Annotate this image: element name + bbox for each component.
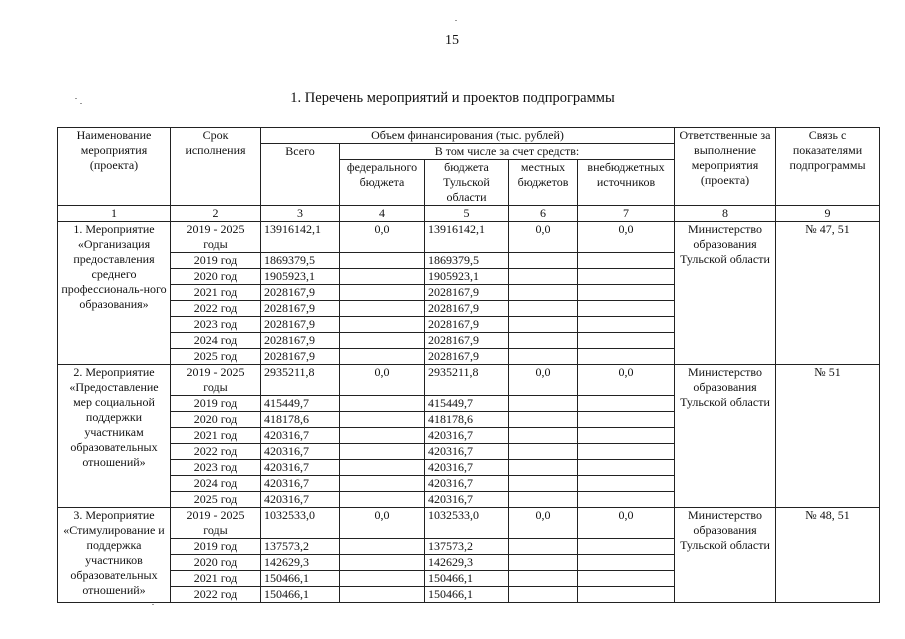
table-row xyxy=(58,508,880,539)
term-cell: 2019 год xyxy=(171,396,261,412)
local-cell xyxy=(509,444,578,460)
term-cell: 2021 год xyxy=(171,285,261,301)
activity-name: 2. Мероприятие «Предоставление мер социальной поддержки участникам образовательных отношений» xyxy=(58,365,171,508)
total-cell: 420316,7 xyxy=(261,460,340,476)
column-number: 5 xyxy=(425,206,509,222)
federal-cell xyxy=(340,317,425,333)
total-cell: 420316,7 xyxy=(261,428,340,444)
local-cell xyxy=(509,349,578,365)
federal-cell xyxy=(340,587,425,603)
extra-cell xyxy=(578,349,675,365)
total-cell: 137573,2 xyxy=(261,539,340,555)
extra-cell xyxy=(578,571,675,587)
regional-cell: 2028167,9 xyxy=(425,285,509,301)
term-cell: 2019 год xyxy=(171,539,261,555)
local-cell xyxy=(509,269,578,285)
extra-cell xyxy=(578,333,675,349)
regional-cell: 2028167,9 xyxy=(425,349,509,365)
federal-cell xyxy=(340,492,425,508)
local-cell xyxy=(509,253,578,269)
regional-cell: 150466,1 xyxy=(425,571,509,587)
local-cell xyxy=(509,460,578,476)
regional-cell: 1905923,1 xyxy=(425,269,509,285)
responsible-cell: Министерство образования Тульской области xyxy=(675,222,776,365)
local-cell: 0,0 xyxy=(509,365,578,396)
regional-cell: 420316,7 xyxy=(425,492,509,508)
local-cell xyxy=(509,317,578,333)
total-cell: 2028167,9 xyxy=(261,301,340,317)
federal-cell xyxy=(340,460,425,476)
federal-cell: 0,0 xyxy=(340,222,425,253)
federal-cell xyxy=(340,333,425,349)
regional-cell: 13916142,1 xyxy=(425,222,509,253)
extra-cell xyxy=(578,444,675,460)
header-responsible: Ответственные за выполнение мероприятия (проекта) xyxy=(675,128,776,206)
extra-cell xyxy=(578,492,675,508)
total-cell: 420316,7 xyxy=(261,476,340,492)
extra-cell xyxy=(578,539,675,555)
scan-speck xyxy=(152,604,154,605)
total-cell: 2028167,9 xyxy=(261,349,340,365)
header-row xyxy=(58,128,880,144)
federal-cell xyxy=(340,412,425,428)
term-cell: 2021 год xyxy=(171,571,261,587)
local-cell xyxy=(509,285,578,301)
local-cell xyxy=(509,301,578,317)
term-cell: 2025 год xyxy=(171,349,261,365)
total-cell: 150466,1 xyxy=(261,587,340,603)
federal-cell xyxy=(340,476,425,492)
header-financing: Объем финансирования (тыс. рублей) xyxy=(261,128,675,144)
local-cell xyxy=(509,428,578,444)
header-extra: внебюджетных источников xyxy=(578,160,675,206)
term-cell: 2019 - 2025 годы xyxy=(171,222,261,253)
header-local: местных бюджетов xyxy=(509,160,578,206)
total-cell: 415449,7 xyxy=(261,396,340,412)
term-cell: 2024 год xyxy=(171,333,261,349)
term-cell: 2021 год xyxy=(171,428,261,444)
scan-speck xyxy=(455,20,457,21)
regional-cell: 137573,2 xyxy=(425,539,509,555)
regional-cell: 420316,7 xyxy=(425,476,509,492)
total-cell: 2028167,9 xyxy=(261,285,340,301)
regional-cell: 142629,3 xyxy=(425,555,509,571)
indicator-link-cell: № 47, 51 xyxy=(776,222,880,365)
column-number: 1 xyxy=(58,206,171,222)
column-number: 3 xyxy=(261,206,340,222)
page-number: 15 xyxy=(445,33,459,48)
total-cell: 420316,7 xyxy=(261,492,340,508)
local-cell xyxy=(509,492,578,508)
term-cell: 2023 год xyxy=(171,460,261,476)
indicator-link-cell: № 48, 51 xyxy=(776,508,880,603)
table-row xyxy=(58,365,880,396)
local-cell xyxy=(509,555,578,571)
total-cell: 2028167,9 xyxy=(261,333,340,349)
extra-cell xyxy=(578,396,675,412)
term-cell: 2025 год xyxy=(171,492,261,508)
federal-cell xyxy=(340,428,425,444)
total-cell: 150466,1 xyxy=(261,571,340,587)
federal-cell xyxy=(340,571,425,587)
federal-cell: 0,0 xyxy=(340,365,425,396)
local-cell xyxy=(509,333,578,349)
regional-cell: 2028167,9 xyxy=(425,317,509,333)
extra-cell xyxy=(578,587,675,603)
federal-cell xyxy=(340,301,425,317)
regional-cell: 150466,1 xyxy=(425,587,509,603)
activities-table xyxy=(57,127,880,603)
federal-cell xyxy=(340,396,425,412)
total-cell: 2028167,9 xyxy=(261,317,340,333)
federal-cell: 0,0 xyxy=(340,508,425,539)
header-including: В том числе за счет средств: xyxy=(340,144,675,160)
scan-speck xyxy=(75,98,77,99)
total-cell: 13916142,1 xyxy=(261,222,340,253)
extra-cell xyxy=(578,412,675,428)
column-number-row xyxy=(58,206,880,222)
local-cell xyxy=(509,539,578,555)
extra-cell xyxy=(578,317,675,333)
term-cell: 2024 год xyxy=(171,476,261,492)
extra-cell: 0,0 xyxy=(578,222,675,253)
header-name: Наименование мероприятия (проекта) xyxy=(58,128,171,206)
extra-cell xyxy=(578,301,675,317)
total-cell: 142629,3 xyxy=(261,555,340,571)
page-title: 1. Перечень мероприятий и проектов подпрограммы xyxy=(290,90,615,106)
regional-cell: 2028167,9 xyxy=(425,301,509,317)
column-number: 4 xyxy=(340,206,425,222)
extra-cell xyxy=(578,460,675,476)
extra-cell xyxy=(578,285,675,301)
local-cell xyxy=(509,412,578,428)
header-term: Срок исполнения xyxy=(171,128,261,206)
extra-cell xyxy=(578,555,675,571)
column-number: 8 xyxy=(675,206,776,222)
term-cell: 2019 - 2025 годы xyxy=(171,365,261,396)
regional-cell: 2028167,9 xyxy=(425,333,509,349)
federal-cell xyxy=(340,444,425,460)
federal-cell xyxy=(340,555,425,571)
federal-cell xyxy=(340,285,425,301)
extra-cell xyxy=(578,269,675,285)
regional-cell: 2935211,8 xyxy=(425,365,509,396)
column-number: 6 xyxy=(509,206,578,222)
column-number: 9 xyxy=(776,206,880,222)
extra-cell: 0,0 xyxy=(578,508,675,539)
column-number: 2 xyxy=(171,206,261,222)
table-row xyxy=(58,222,880,253)
federal-cell xyxy=(340,349,425,365)
extra-cell xyxy=(578,253,675,269)
indicator-link-cell: № 51 xyxy=(776,365,880,508)
regional-cell: 1032533,0 xyxy=(425,508,509,539)
local-cell xyxy=(509,476,578,492)
term-cell: 2020 год xyxy=(171,555,261,571)
activity-name: 3. Мероприятие «Стимулирование и поддержка участников образовательных отношений» xyxy=(58,508,171,603)
regional-cell: 420316,7 xyxy=(425,428,509,444)
responsible-cell: Министерство образования Тульской области xyxy=(675,365,776,508)
extra-cell xyxy=(578,476,675,492)
federal-cell xyxy=(340,253,425,269)
federal-cell xyxy=(340,539,425,555)
total-cell: 2935211,8 xyxy=(261,365,340,396)
regional-cell: 420316,7 xyxy=(425,444,509,460)
extra-cell xyxy=(578,428,675,444)
header-regional: бюджета Тульской области xyxy=(425,160,509,206)
regional-cell: 420316,7 xyxy=(425,460,509,476)
header-federal: федерального бюджета xyxy=(340,160,425,206)
extra-cell: 0,0 xyxy=(578,365,675,396)
regional-cell: 1869379,5 xyxy=(425,253,509,269)
local-cell xyxy=(509,571,578,587)
term-cell: 2022 год xyxy=(171,444,261,460)
term-cell: 2022 год xyxy=(171,301,261,317)
total-cell: 1032533,0 xyxy=(261,508,340,539)
regional-cell: 415449,7 xyxy=(425,396,509,412)
term-cell: 2019 - 2025 годы xyxy=(171,508,261,539)
responsible-cell: Министерство образования Тульской области xyxy=(675,508,776,603)
term-cell: 2020 год xyxy=(171,269,261,285)
term-cell: 2023 год xyxy=(171,317,261,333)
regional-cell: 418178,6 xyxy=(425,412,509,428)
header-total: Всего xyxy=(261,144,340,206)
term-cell: 2019 год xyxy=(171,253,261,269)
local-cell: 0,0 xyxy=(509,508,578,539)
total-cell: 420316,7 xyxy=(261,444,340,460)
total-cell: 1905923,1 xyxy=(261,269,340,285)
local-cell: 0,0 xyxy=(509,222,578,253)
federal-cell xyxy=(340,269,425,285)
total-cell: 1869379,5 xyxy=(261,253,340,269)
term-cell: 2022 год xyxy=(171,587,261,603)
local-cell xyxy=(509,396,578,412)
column-number: 7 xyxy=(578,206,675,222)
local-cell xyxy=(509,587,578,603)
scan-speck xyxy=(80,103,82,104)
header-link: Связь с показателями подпрограммы xyxy=(776,128,880,206)
activity-name: 1. Мероприятие «Организация предоставления среднего профессиональ-ного образования» xyxy=(58,222,171,365)
term-cell: 2020 год xyxy=(171,412,261,428)
total-cell: 418178,6 xyxy=(261,412,340,428)
